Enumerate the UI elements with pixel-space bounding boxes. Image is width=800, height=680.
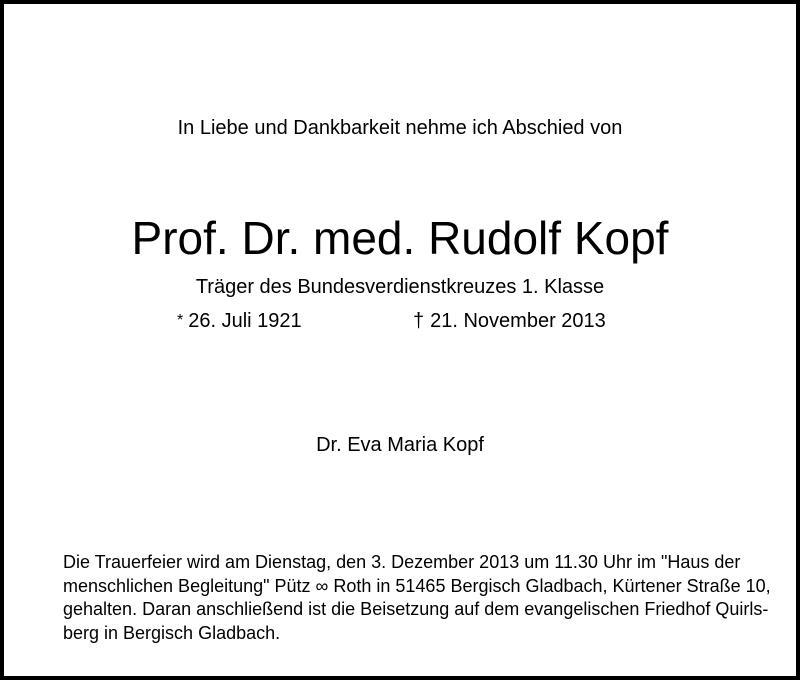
- funeral-info: [63, 551, 771, 645]
- funeral-line: Die Trauerfeier wird am Dienstag, den 3. Dezember 2013 um 11.30 Uhr im "Haus der: [63, 552, 741, 572]
- honor-text: Träger des Bundesverdienstkreuzes 1. Klasse: [195, 276, 605, 298]
- funeral-line: berg in Bergisch Gladbach.: [63, 622, 281, 643]
- birth-star-icon: *: [177, 312, 184, 329]
- birth-date: 26. Juli 1921: [188, 310, 302, 332]
- mourner-name: Dr. Eva Maria Kopf: [316, 434, 484, 456]
- deceased-name: Prof. Dr. med. Rudolf Kopf: [131, 212, 669, 264]
- birth-date-line: [177, 308, 302, 334]
- death-date-line: [413, 308, 606, 334]
- funeral-line: menschlichen Begleitung" Pütz ∞ Roth in 51465 Bergisch Gladbach, Kürtener Straße 10,: [63, 575, 771, 596]
- death-date: 21. November 2013: [430, 310, 606, 332]
- intro-text: In Liebe und Dankbarkeit nehme ich Abschied von: [177, 117, 623, 139]
- funeral-line: gehalten. Daran anschließend ist die Beisetzung auf dem evangelischen Friedhof Quirls-: [63, 599, 769, 619]
- death-cross-icon: †: [413, 310, 425, 332]
